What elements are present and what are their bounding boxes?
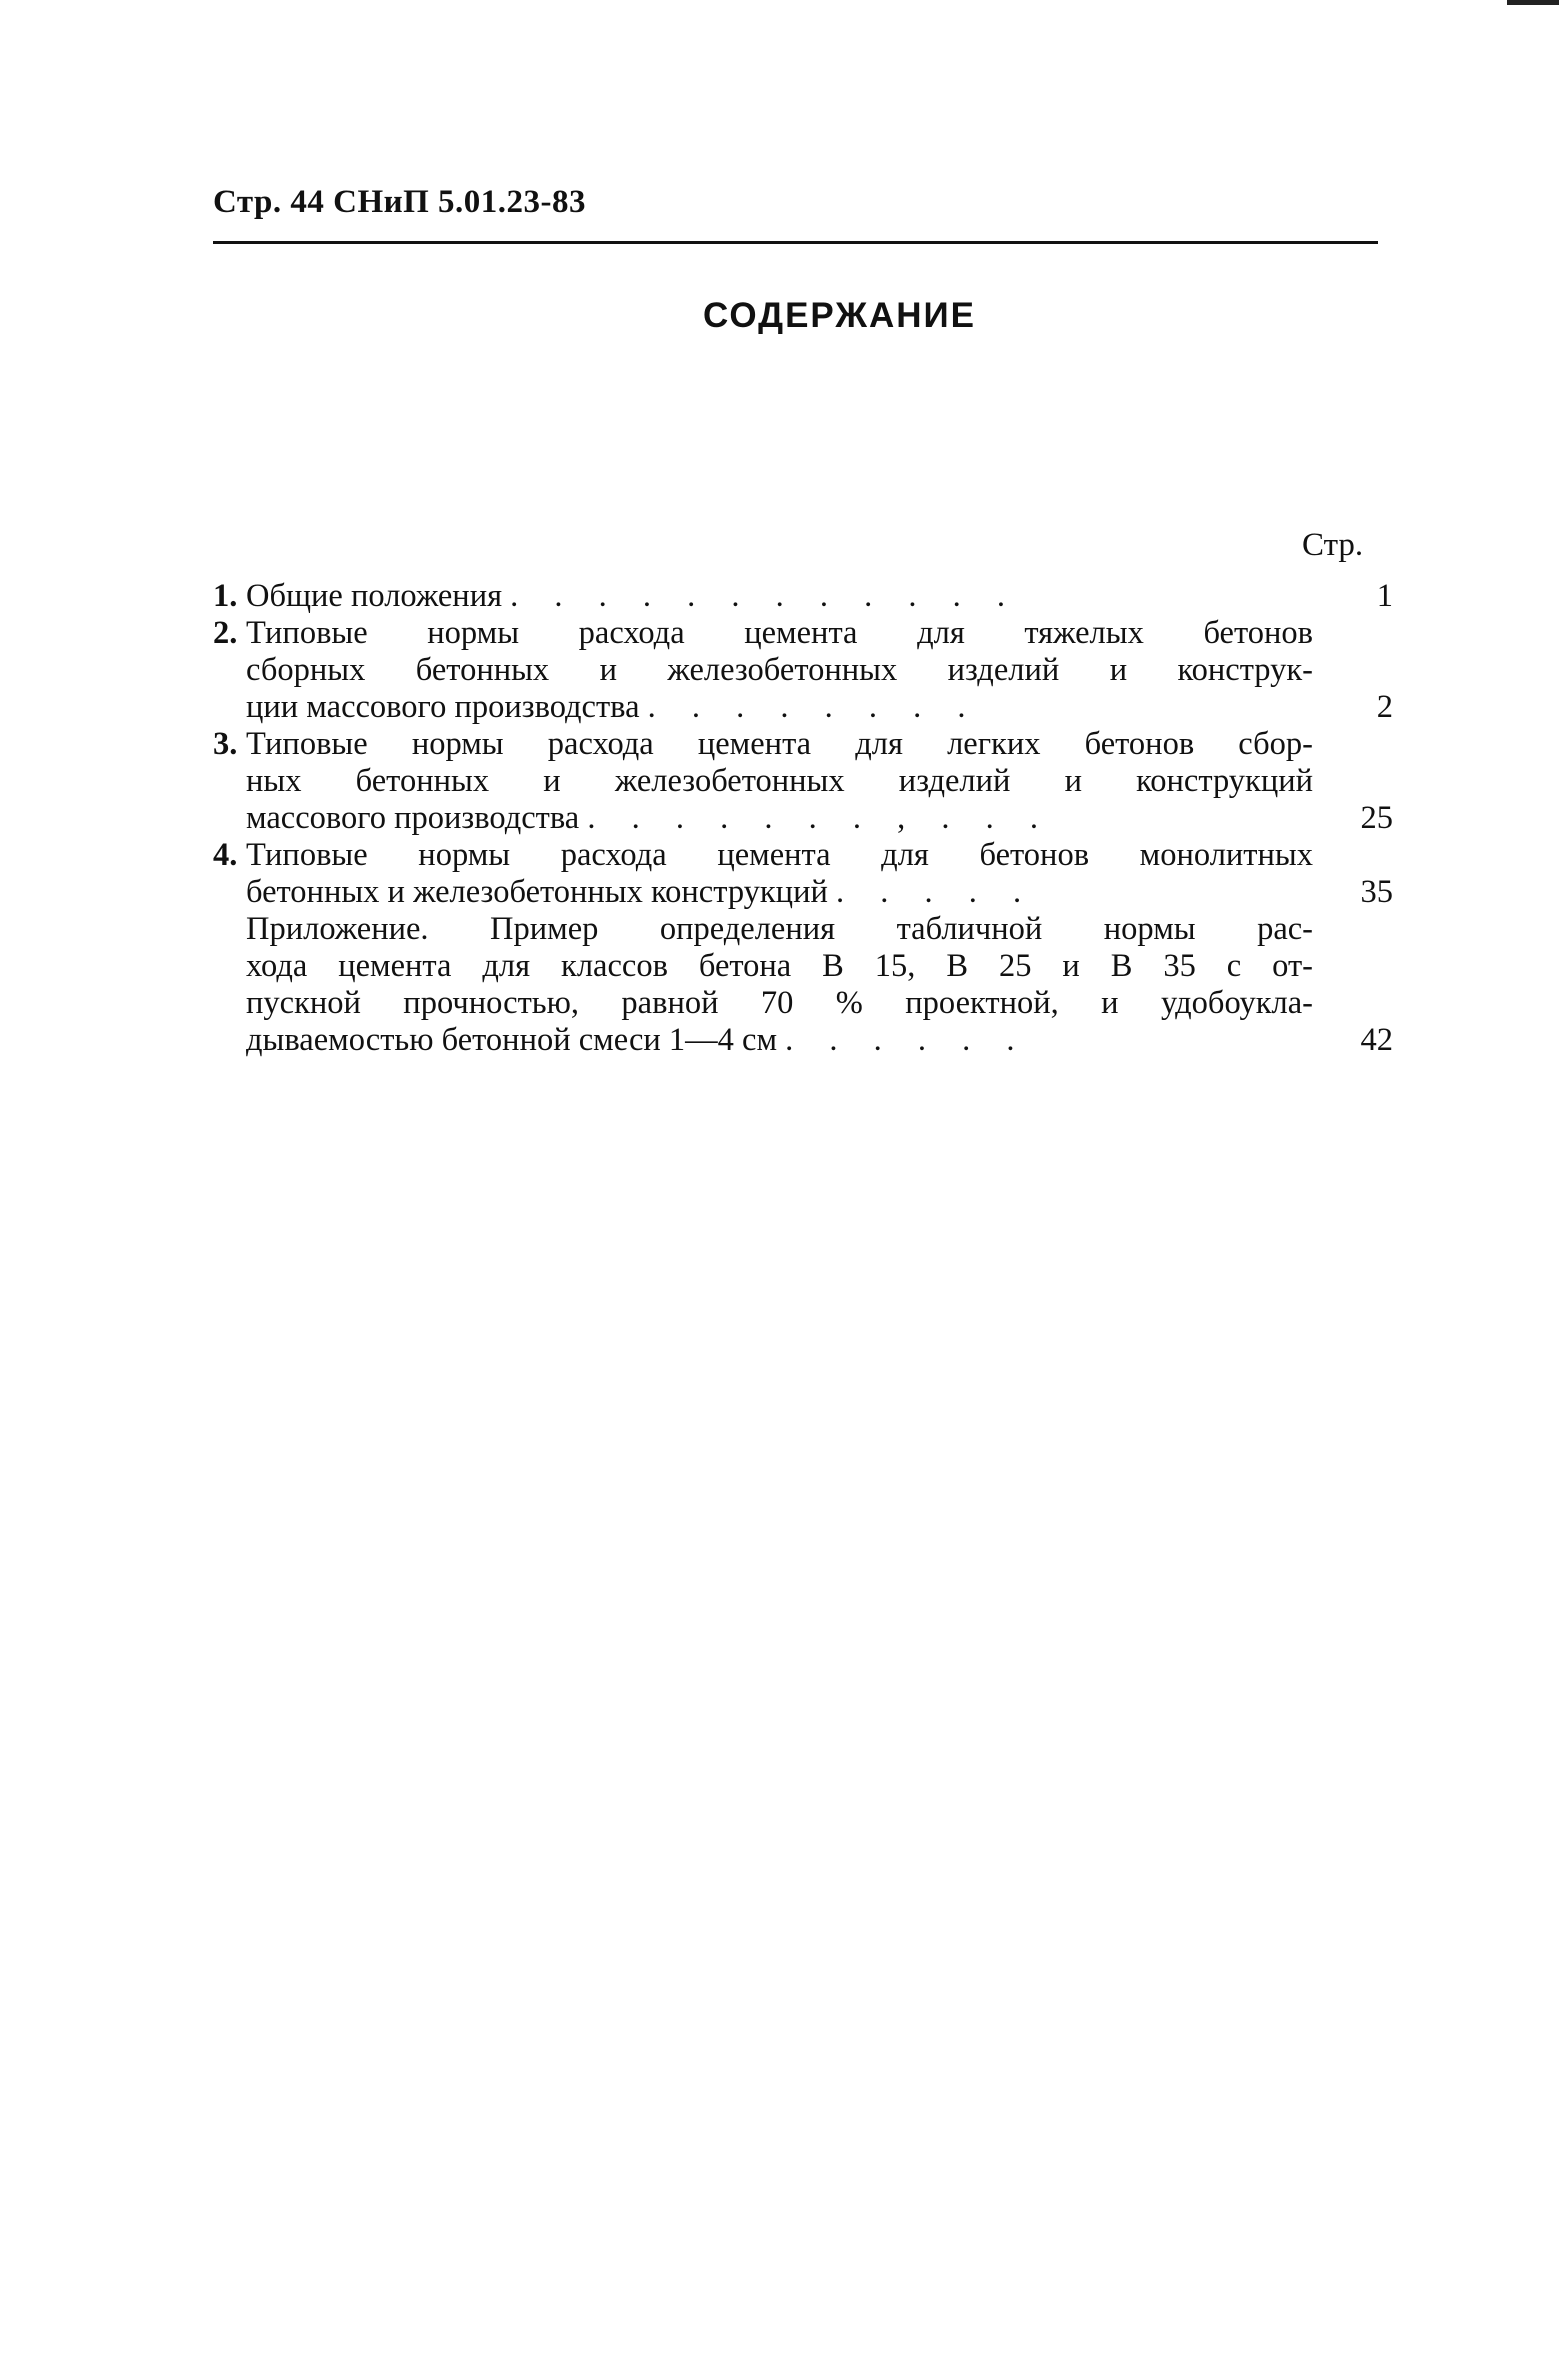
- dot-leader: . . . . . . . . . . . .: [510, 578, 1020, 614]
- running-header: Стр. 44 СНиП 5.01.23-83: [213, 184, 587, 220]
- toc-entry-appendix: [213, 911, 1393, 1059]
- header-rule: [213, 241, 1378, 244]
- table-of-contents: [213, 578, 1393, 1059]
- toc-entry-number: 3.: [213, 726, 238, 762]
- toc-entry-text: [246, 578, 1313, 615]
- toc-entry-line: ных бетонных и железобетонных изделий и конструкций: [246, 763, 1313, 799]
- toc-entry-text: [246, 837, 1313, 911]
- toc-entry: [213, 837, 1393, 911]
- toc-entry-page: 1: [1376, 578, 1393, 614]
- toc-entry: [213, 578, 1393, 615]
- toc-entry: [213, 615, 1393, 726]
- toc-entry-line: пускной прочностью, равной 70 % проектной, и удобоукла-: [246, 985, 1313, 1021]
- toc-entry-line: Общие положения: [246, 578, 503, 614]
- toc-entry-number: 4.: [213, 837, 238, 873]
- toc-entry: [213, 726, 1393, 837]
- toc-entry-page: 2: [1376, 689, 1393, 725]
- toc-entry-line: бетонных и железобетонных конструкций: [246, 874, 828, 910]
- toc-entry-page: 42: [1360, 1022, 1393, 1058]
- scan-corner-mark: [1507, 0, 1559, 5]
- dot-leader: . . . . . . . .: [647, 689, 980, 725]
- toc-entry-text: [246, 615, 1313, 726]
- toc-entry-number: 2.: [213, 615, 238, 651]
- toc-entry-line: Приложение. Пример определения табличной нормы рас-: [246, 911, 1313, 947]
- toc-entry-page: 35: [1360, 874, 1393, 910]
- toc-entry-page: 25: [1360, 800, 1393, 836]
- dot-leader: . . . . . . . , . . .: [587, 800, 1052, 836]
- pages-column-label: Стр.: [1302, 527, 1364, 563]
- toc-entry-line: массового производства: [246, 800, 580, 836]
- toc-entry-line: ции массового производства: [246, 689, 640, 725]
- toc-entry-number: 1.: [213, 578, 238, 614]
- toc-title: СОДЕРЖАНИЕ: [702, 296, 976, 335]
- toc-entry-text: [246, 911, 1313, 1059]
- toc-entry-line: дываемостью бетонной смеси 1—4 см: [246, 1022, 778, 1058]
- toc-entry-line: Типовые нормы расхода цемента для легких бетонов сбор-: [246, 726, 1313, 762]
- toc-entry-line: Типовые нормы расхода цемента для бетонов монолитных: [246, 837, 1313, 873]
- dot-leader: . . . . . .: [785, 1022, 1029, 1058]
- toc-entry-line: Типовые нормы расхода цемента для тяжелых бетонов: [246, 615, 1313, 651]
- toc-entry-line: сборных бетонных и железобетонных изделий и конструк-: [246, 652, 1313, 688]
- toc-entry-line: хода цемента для классов бетона В 15, В 25 и В 35 с от-: [246, 948, 1313, 984]
- toc-entry-text: [246, 726, 1313, 837]
- dot-leader: . . . . .: [835, 874, 1036, 910]
